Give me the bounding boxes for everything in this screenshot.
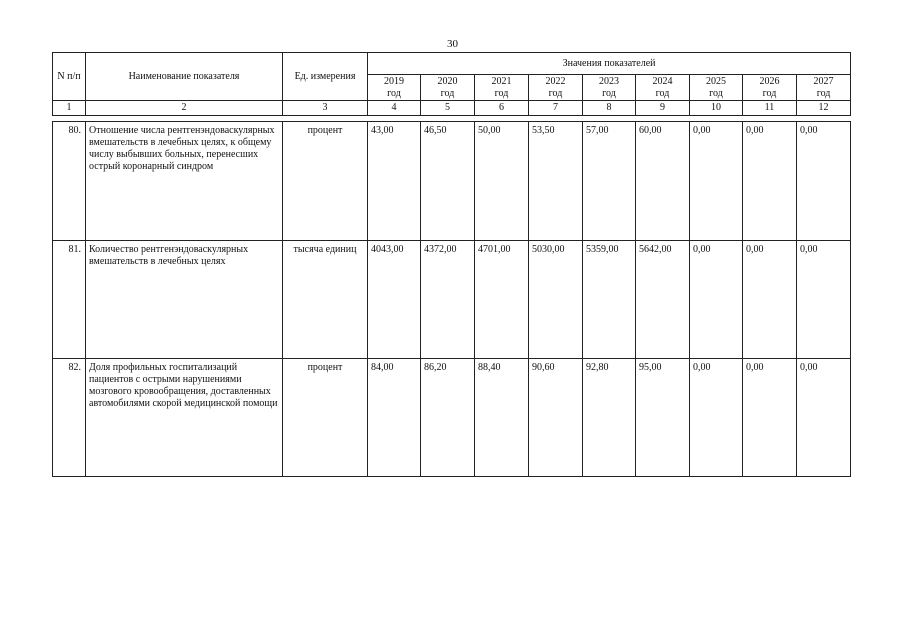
value-cell: 0,00 <box>743 241 797 359</box>
header-year: 2020 год <box>421 75 475 101</box>
header-year: 2022 год <box>529 75 583 101</box>
table-row <box>53 241 851 359</box>
header-year: 2025 год <box>690 75 743 101</box>
value-cell: 0,00 <box>743 122 797 241</box>
value-cell: 86,20 <box>421 359 475 477</box>
unit-of-measure: тысяча единиц <box>283 241 368 359</box>
unit-of-measure: процент <box>283 122 368 241</box>
column-index: 10 <box>690 101 743 116</box>
column-index: 6 <box>475 101 529 116</box>
value-cell: 5359,00 <box>583 241 636 359</box>
value-cell: 84,00 <box>368 359 421 477</box>
header-year: 2019 год <box>368 75 421 101</box>
indicator-name: Доля профильных госпитализаций пациентов с острыми нарушениями мозгового кровообращения, доставленных автомобилями скорой медицинской помощи <box>86 359 283 477</box>
value-cell: 46,50 <box>421 122 475 241</box>
column-index: 4 <box>368 101 421 116</box>
header-year: 2021 год <box>475 75 529 101</box>
header-col-number: N п/п <box>53 53 86 101</box>
header-year: 2024 год <box>636 75 690 101</box>
header-col-values: Значения показателей <box>368 53 851 75</box>
value-cell: 50,00 <box>475 122 529 241</box>
value-cell: 4043,00 <box>368 241 421 359</box>
indicator-name: Отношение числа рентгенэндоваскулярных вмешательств в лечебных целях, к общему числу выбывших больных, перенесших острый коронарный синдром <box>86 122 283 241</box>
page-number: 30 <box>447 38 458 50</box>
table-row <box>53 359 851 477</box>
column-index: 5 <box>421 101 475 116</box>
header-year: 2023 год <box>583 75 636 101</box>
value-cell: 53,50 <box>529 122 583 241</box>
value-cell: 4372,00 <box>421 241 475 359</box>
value-cell: 0,00 <box>743 359 797 477</box>
column-index: 8 <box>583 101 636 116</box>
value-cell: 88,40 <box>475 359 529 477</box>
value-cell: 0,00 <box>797 122 851 241</box>
value-cell: 0,00 <box>690 241 743 359</box>
column-index: 2 <box>86 101 283 116</box>
header-col-unit: Ед. измерения <box>283 53 368 101</box>
value-cell: 92,80 <box>583 359 636 477</box>
value-cell: 57,00 <box>583 122 636 241</box>
column-index: 7 <box>529 101 583 116</box>
column-index: 1 <box>53 101 86 116</box>
value-cell: 0,00 <box>690 122 743 241</box>
value-cell: 90,60 <box>529 359 583 477</box>
value-cell: 95,00 <box>636 359 690 477</box>
unit-of-measure: процент <box>283 359 368 477</box>
column-index: 12 <box>797 101 851 116</box>
header-year: 2027 год <box>797 75 851 101</box>
value-cell: 0,00 <box>690 359 743 477</box>
column-index: 9 <box>636 101 690 116</box>
header-col-name: Наименование показателя <box>86 53 283 101</box>
column-index: 3 <box>283 101 368 116</box>
value-cell: 43,00 <box>368 122 421 241</box>
header-year: 2026 год <box>743 75 797 101</box>
value-cell: 5642,00 <box>636 241 690 359</box>
table-header <box>52 52 851 116</box>
value-cell: 0,00 <box>797 359 851 477</box>
value-cell: 0,00 <box>797 241 851 359</box>
table-row <box>53 122 851 241</box>
row-number: 81. <box>53 241 86 359</box>
value-cell: 5030,00 <box>529 241 583 359</box>
row-number: 82. <box>53 359 86 477</box>
indicators-table <box>52 121 851 477</box>
column-index: 11 <box>743 101 797 116</box>
indicator-name: Количество рентгенэндоваскулярных вмешательств в лечебных целях <box>86 241 283 359</box>
row-number: 80. <box>53 122 86 241</box>
value-cell: 4701,00 <box>475 241 529 359</box>
value-cell: 60,00 <box>636 122 690 241</box>
